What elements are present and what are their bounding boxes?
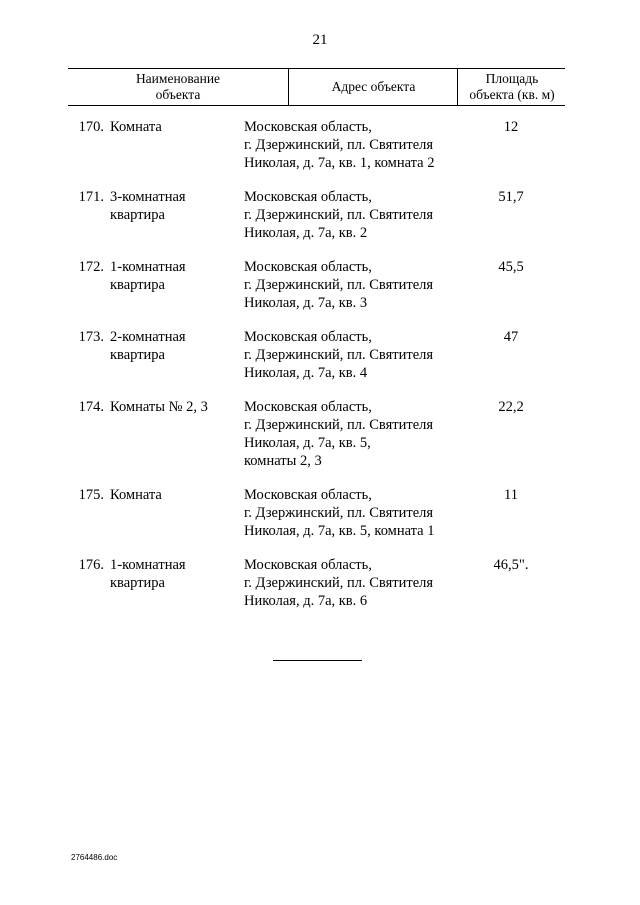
table-row [68,398,565,470]
header-object-address [288,69,458,105]
row-number: 172. [78,259,104,275]
header-object-area-label: Площадь объекта (кв. м) [469,71,555,102]
object-name: 2-комнатная квартира [110,329,186,363]
table-header [68,68,565,106]
table-row [68,188,565,242]
end-divider-line [273,660,362,661]
object-address: Московская область, г. Дзержинский, пл. Святителя Николая, д. 7а, кв. 1, комната 2 [244,119,435,171]
object-area: 51,7 [498,189,524,205]
object-address: Московская область, г. Дзержинский, пл. Святителя Николая, д. 7а, кв. 5, комната 1 [244,487,435,539]
object-address: Московская область, г. Дзержинский, пл. Святителя Николая, д. 7а, кв. 3 [244,259,434,311]
object-address: Московская область, г. Дзержинский, пл. Святителя Николая, д. 7а, кв. 2 [244,189,434,241]
object-area: 11 [504,487,518,503]
row-number: 176. [78,557,104,573]
table-row [68,258,565,312]
header-object-area [457,69,566,105]
table-body [68,118,565,626]
row-number: 174. [78,399,104,415]
object-area: 45,5 [498,259,524,275]
header-object-name [68,69,288,105]
row-number: 171. [78,189,104,205]
row-number: 175. [78,487,104,503]
object-name: 3-комнатная квартира [110,189,186,223]
object-area: 12 [503,119,519,135]
object-address: Московская область, г. Дзержинский, пл. Святителя Николая, д. 7а, кв. 6 [244,557,434,609]
page-number: 21 [312,32,328,48]
header-object-name-label: Наименование объекта [135,71,221,102]
table-row [68,486,565,540]
document-id: 2764486.doc [71,853,118,862]
object-area: 47 [503,329,519,345]
table-row [68,328,565,382]
object-area: 46,5". [493,557,529,573]
table-row [68,556,565,610]
object-name: 1-комнатная квартира [110,557,186,591]
object-area: 22,2 [498,399,524,415]
object-name: Комната [110,119,162,135]
row-number: 170. [78,119,104,135]
object-name: Комната [110,487,162,503]
row-number: 173. [78,329,104,345]
object-address: Московская область, г. Дзержинский, пл. Святителя Николая, д. 7а, кв. 5, комнаты 2, 3 [244,399,434,469]
table-row [68,118,565,172]
object-address: Московская область, г. Дзержинский, пл. Святителя Николая, д. 7а, кв. 4 [244,329,434,381]
object-name: Комнаты № 2, 3 [110,399,208,415]
header-object-address-label: Адрес объекта [331,79,416,94]
object-name: 1-комнатная квартира [110,259,186,293]
